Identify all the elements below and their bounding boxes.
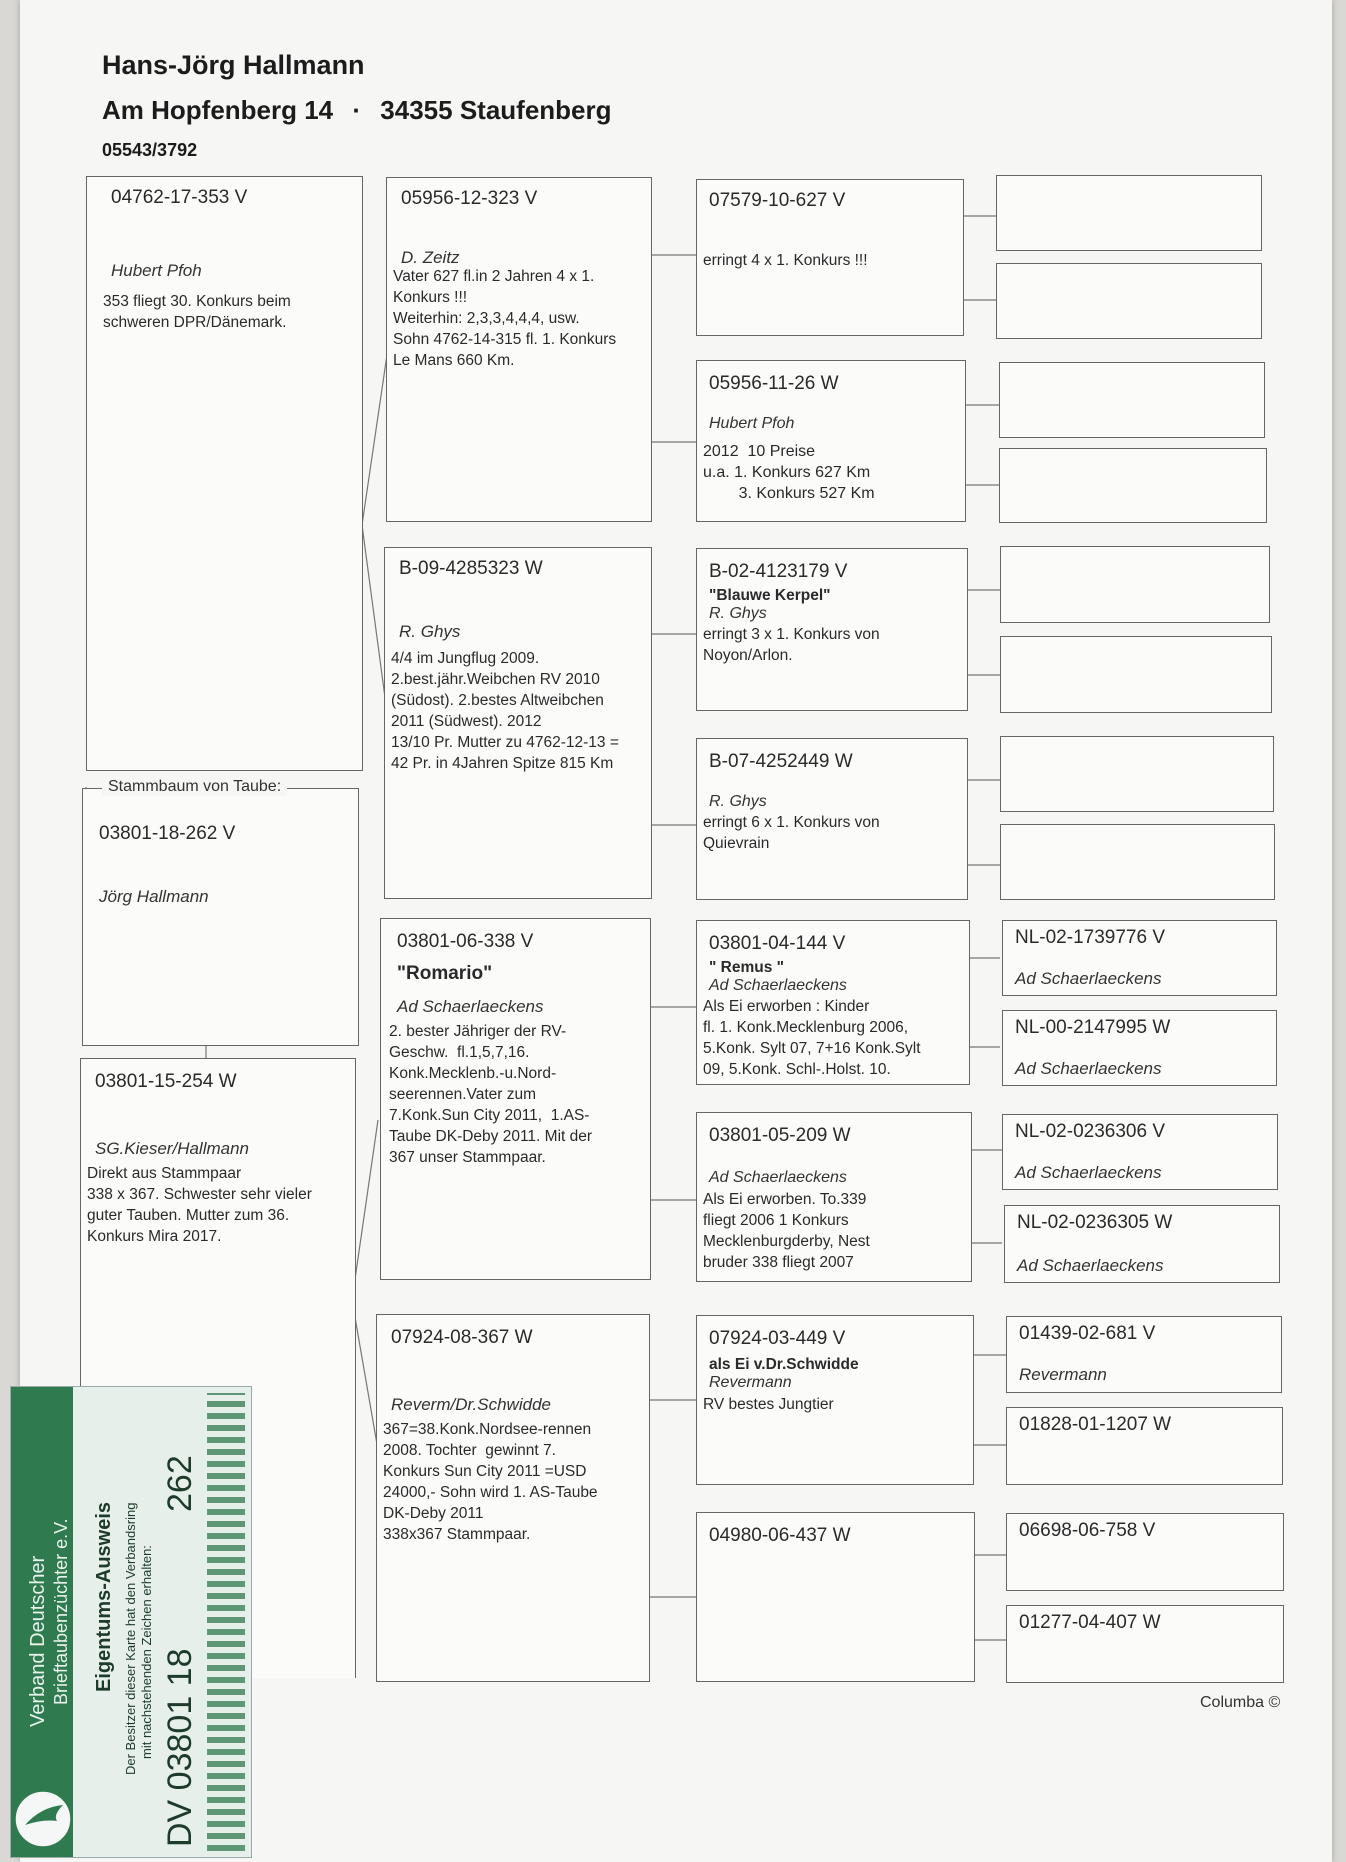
gen3-breeder: Ad Schaerlaeckens [1015,1059,1162,1078]
gen1-ring: 03801-06-338 V [397,931,534,952]
owner-street: Am Hopfenberg 14 [102,95,334,125]
gen3-box [1006,1316,1282,1393]
card-ring-number: 262 [161,1455,199,1512]
gen2-note: 2012 10 Preise u.a. 1. Konkurs 627 Km 3. Konkurs 527 Km [703,443,875,502]
gen1-bird-name: "Romario" [397,963,493,984]
main-bird-box [86,176,363,771]
gen1-ring: B-09-4285323 W [399,558,543,579]
pedigree-label: Stammbaum von Taube: [102,778,287,796]
gen2-box [696,1315,974,1485]
gen3-box [1006,1605,1284,1683]
gen2-breeder: R. Ghys [709,793,767,810]
pigeon-logo-icon [13,1785,77,1849]
gen2-box [696,548,968,711]
gen1-ring: 07924-08-367 W [391,1327,533,1348]
gen1-box [386,177,652,522]
subject-bird-breeder: Jörg Hallmann [99,887,209,906]
gen2-breeder: Hubert Pfoh [709,415,795,432]
gen2-ring: B-02-4123179 V [709,561,848,582]
gen3-box [1000,546,1270,623]
gen2-ring: 07924-03-449 V [709,1328,846,1349]
gen1-ring: 05956-12-323 V [401,188,538,209]
card-subtitle-line1: Der Besitzer dieser Karte hat den Verbandsring [123,1502,138,1775]
gen1-note: 367=38.Konk.Nordsee-rennen 2008. Tochter gewinnt 7. Konkurs Sun City 2011 =USD 24000,- Sohn wird 1. AS-Taube DK-Deby 2011 338x367 Stammpaar. [383,1421,598,1543]
gen3-breeder: Ad Schaerlaeckens [1015,969,1162,988]
gen1-breeder: Reverm/Dr.Schwidde [391,1395,551,1414]
gen3-box [999,362,1265,438]
owner-city: 34355 Staufenberg [380,95,612,125]
gen3-box [996,175,1262,251]
subject-bird-ring: 03801-18-262 V [99,823,236,844]
gen2-bird-name: als Ei v.Dr.Schwidde [709,1356,859,1373]
main-bird-note: 353 fliegt 30. Konkurs beim schweren DPR/Dänemark. [103,293,291,331]
gen3-box [1000,736,1274,812]
gen2-note: Als Ei erworben. To.339 fliegt 2006 1 Konkurs Mecklenburgderby, Nest bruder 338 fliegt 2007 [703,1191,870,1271]
card-org-line2: Brieftaubenzüchter e.V. [51,1518,71,1705]
gen2-note: RV bestes Jungtier [703,1396,834,1413]
gen1-breeder: Ad Schaerlaeckens [397,997,544,1016]
gen3-box [1000,636,1272,713]
gen2-ring: 03801-05-209 W [709,1125,851,1146]
main-bird-ring: 04762-17-353 V [111,187,248,208]
card-ornament-border [207,1393,245,1851]
gen3-ring: 01277-04-407 W [1019,1612,1161,1633]
gen1-note: 4/4 im Jungflug 2009. 2.best.jähr.Weibchen RV 2010 (Südost). 2.bestes Altweibchen 2011 (Südwest). 2012 13/10 Pr. Mutter zu 4762-12-13 = 42 Pr. in 4Jahren Spitze 815 Km [391,650,619,772]
gen2-box [696,738,968,900]
gen2-box [696,179,964,336]
gen1-box [384,547,652,899]
gen3-box [1004,1205,1280,1283]
gen2-breeder: R. Ghys [709,605,767,622]
gen1-breeder: R. Ghys [399,622,461,641]
gen3-ring: NL-02-1739776 V [1015,927,1165,948]
gen3-box [1002,1010,1277,1086]
gen3-box [999,448,1267,523]
gen3-box [1006,1513,1284,1591]
gen2-note: Als Ei erworben : Kinder fl. 1. Konk.Mecklenburg 2006, 5.Konk. Sylt 07, 7+16 Konk.Sylt 09, 5.Konk. Schl-.Holst. 10. [703,998,921,1078]
gen2-bird-name: "Blauwe Kerpel" [709,587,831,604]
gen3-ring: NL-00-2147995 W [1015,1017,1171,1038]
owner-name: Hans-Jörg Hallmann [102,50,365,80]
card-title: Eigentums-Ausweis [93,1501,115,1692]
gen3-box [1006,1407,1283,1485]
ownership-card [10,1386,252,1858]
gen2-ring: B-07-4252449 W [709,751,853,772]
gen3-breeder: Ad Schaerlaeckens [1015,1163,1162,1182]
gen3-box [1000,824,1275,900]
gen1-box [376,1314,650,1682]
gen2-box [696,360,966,522]
gen1-note: 2. bester Jähriger der RV- Geschw. fl.1,5,7,16. Konk.Mecklenb.-u.Nord- seerennen.Vater zum 7.Konk.Sun City 2011, 1.AS- Taube DK-Deby 2011. Mit der 367 unser Stammpaar. [389,1023,593,1166]
gen2-ring: 03801-04-144 V [709,933,846,954]
gen3-ring: 06698-06-758 V [1019,1520,1156,1541]
gen3-box [1002,1114,1278,1190]
gen2-breeder: Revermann [709,1374,792,1391]
gen3-box [1002,920,1277,996]
gen2-box [696,920,970,1085]
gen2-box [696,1112,972,1282]
gen3-ring: 01439-02-681 V [1019,1323,1156,1344]
gen1-note: Vater 627 fl.in 2 Jahren 4 x 1. Konkurs !!! Weiterhin: 2,3,3,4,4,4, usw. Sohn 4762-14-315 fl. 1. Konkurs Le Mans 660 Km. [393,268,617,369]
card-ring-prefix: DV 03801 18 [161,1648,199,1847]
address-separator: · [352,95,362,125]
gen2-ring: 04980-06-437 W [709,1525,851,1546]
dam-bird-breeder: SG.Kieser/Hallmann [95,1139,250,1158]
gen2-ring: 07579-10-627 V [709,190,846,211]
subject-bird-box [82,788,359,1046]
gen3-box [996,263,1262,339]
owner-address [102,95,612,126]
gen2-note: erringt 3 x 1. Konkurs von Noyon/Arlon. [703,626,880,664]
gen3-ring: NL-02-0236305 W [1017,1212,1173,1233]
gen3-ring: NL-02-0236306 V [1015,1121,1165,1142]
card-subtitle-line2: mit nachstehenden Zeichen erhalten: [139,1545,154,1759]
gen3-ring: 01828-01-1207 W [1019,1414,1172,1435]
dam-bird-note: Direkt aus Stammpaar 338 x 367. Schwester sehr vieler guter Tauben. Mutter zum 36. Konkurs Mira 2017. [87,1165,312,1245]
columba-brand: Columba © [1200,1694,1281,1711]
owner-phone: 05543/3792 [102,140,198,160]
gen2-note: erringt 6 x 1. Konkurs von Quievrain [703,814,880,852]
gen1-breeder: D. Zeitz [401,248,460,267]
gen2-ring: 05956-11-26 W [709,373,839,394]
main-bird-breeder: Hubert Pfoh [111,261,202,280]
gen2-note: erringt 4 x 1. Konkurs !!! [703,252,868,269]
gen2-bird-name: " Remus " [709,959,784,976]
gen2-breeder: Ad Schaerlaeckens [709,1169,847,1186]
gen3-breeder: Revermann [1019,1365,1107,1384]
gen3-breeder: Ad Schaerlaeckens [1017,1256,1164,1275]
card-org-line1: Verband Deutscher [27,1555,49,1727]
dam-bird-ring: 03801-15-254 W [95,1071,237,1092]
gen2-breeder: Ad Schaerlaeckens [709,977,847,994]
gen2-box [696,1512,975,1682]
gen1-box [380,918,651,1280]
